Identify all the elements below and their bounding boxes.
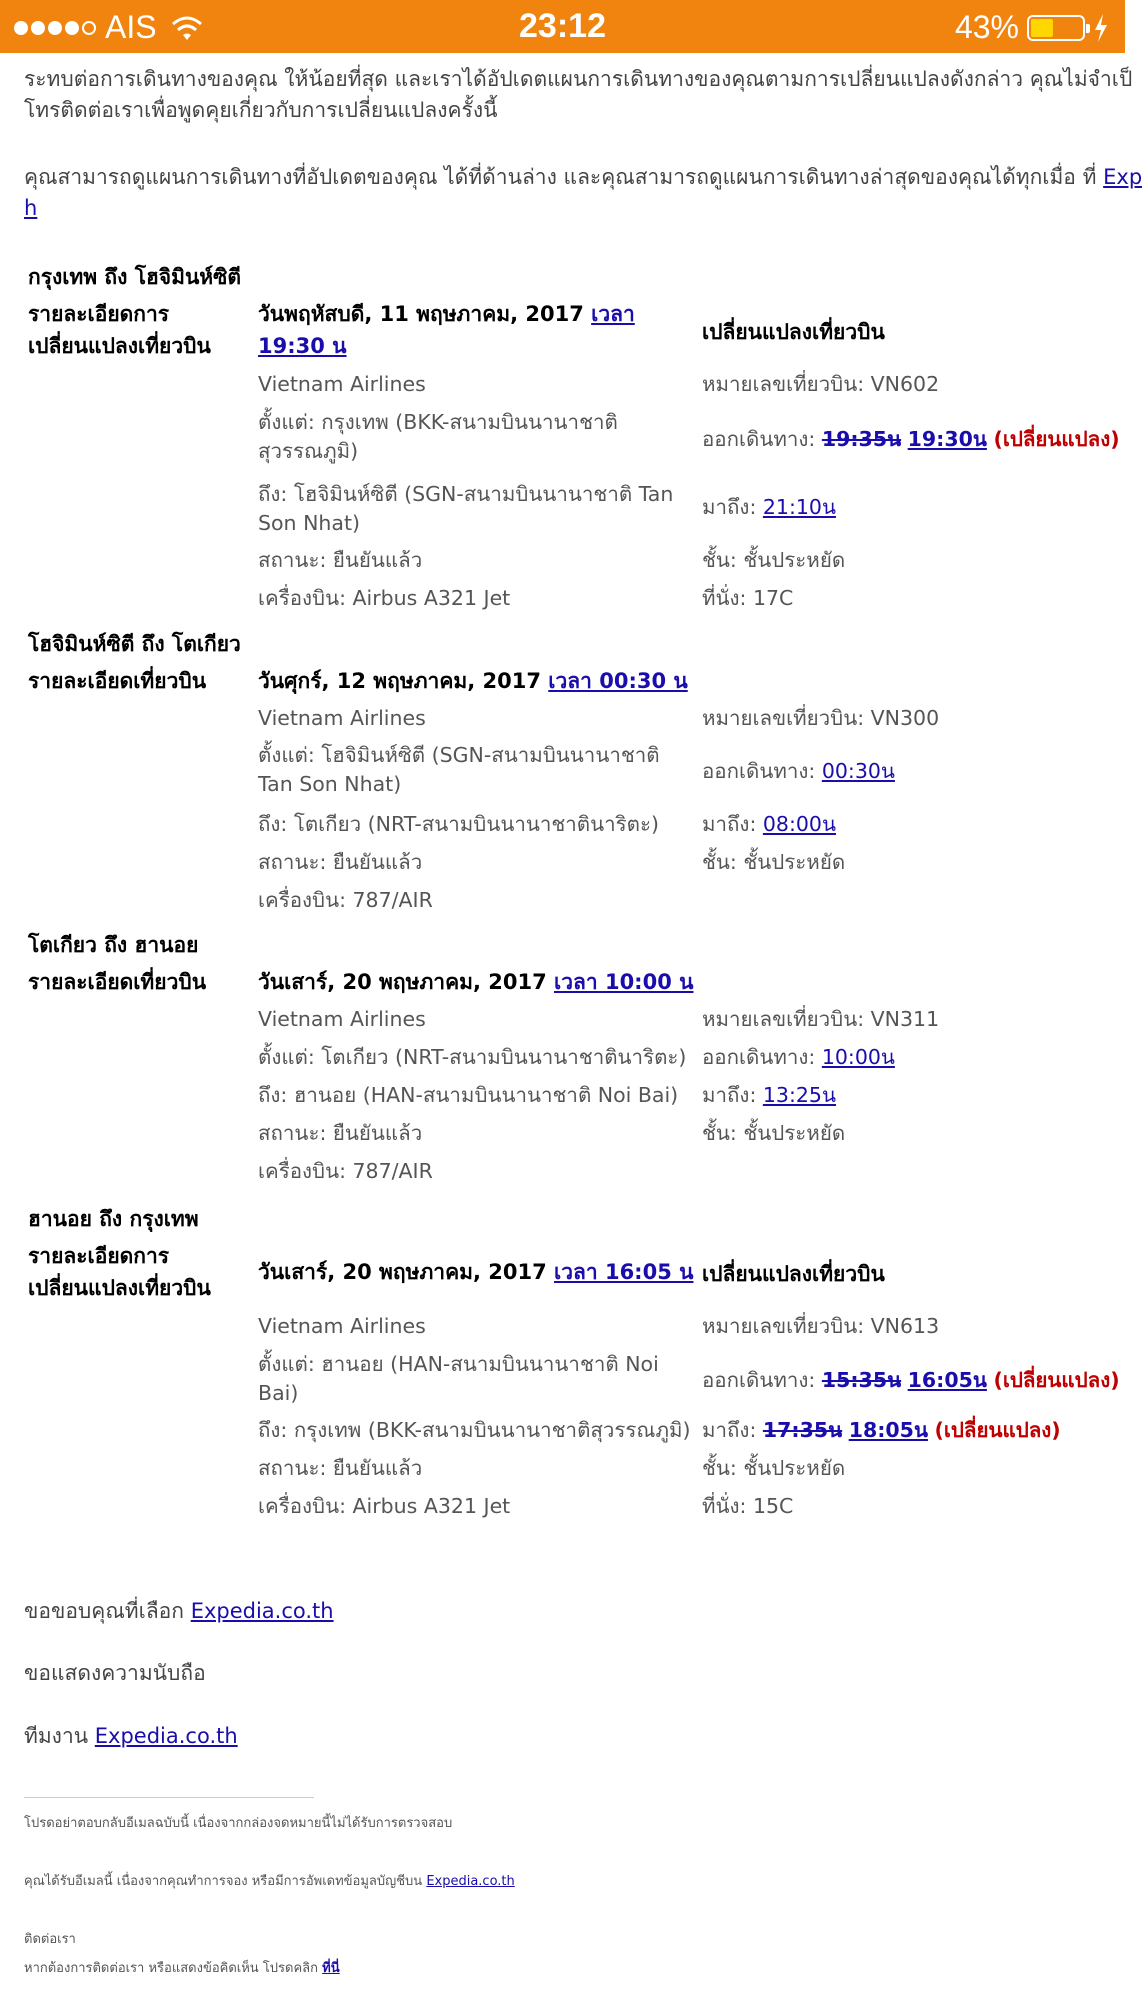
arrival [702, 1416, 1122, 1445]
segment-title: โฮจิมินห์ซิตี ถึง โตเกียว [28, 632, 241, 656]
segment-title: โตเกียว ถึง ฮานอย [28, 933, 199, 957]
aircraft: เครื่องบิน: Airbus A321 Jet [258, 586, 511, 610]
flight-number: หมายเลขเที่ยวบิน: VN311 [702, 1007, 940, 1031]
airline: Vietnam Airlines [258, 1314, 426, 1338]
old-departure-time[interactable]: 19:35น [821, 427, 902, 451]
arrival [702, 1081, 1122, 1110]
segment-label: รายละเอียดเที่ยวบิน [28, 970, 207, 994]
expedia-link[interactable]: Expedia.co.th [190, 1599, 334, 1623]
arrival-label: มาถึง: [702, 1083, 763, 1107]
aircraft: เครื่องบิน: 787/AIR [258, 1159, 433, 1183]
contact-here-link[interactable]: ที่นี่ [322, 1961, 340, 1976]
arrival-label: มาถึง: [702, 812, 763, 836]
origin: ตั้งแต่: โฮจิมินห์ซิตี (SGN-สนามบินนานาชาติ Tan Son Nhat) [258, 743, 660, 796]
no-reply-notice: โปรดอย่าตอบกลับอีเมลฉบับนี้ เนื่องจากกล่องจดหมายนี้ไม่ได้รับการตรวจสอบ [24, 1816, 453, 1831]
arrival-label: มาถึง: [702, 495, 763, 519]
arrival-time[interactable]: 13:25น [762, 1083, 836, 1107]
team-line [24, 1720, 238, 1753]
origin: ตั้งแต่: ฮานอย (HAN-สนามบินนานาชาติ Noi Bai) [258, 1352, 659, 1405]
departure [702, 1366, 1122, 1395]
intro-line-2: โทรติดต่อเราเพื่อพูดคุยเกี่ยวกับการเปลี่ยนแปลงครั้งนี้ [24, 98, 498, 122]
change-header: เปลี่ยนแปลงเที่ยวบิน [702, 1262, 885, 1286]
status: สถานะ: ยืนยันแล้ว [258, 1456, 423, 1480]
cabin-class: ชั้น: ชั้นประหยัด [702, 1121, 846, 1145]
departure-label: ออกเดินทาง: [702, 1368, 822, 1392]
new-arrival-time[interactable]: 18:05น [848, 1418, 928, 1442]
battery-icon [1027, 15, 1085, 41]
segment-date [258, 1256, 698, 1288]
time-link[interactable]: เวลา 16:05 น [554, 1260, 694, 1284]
status: สถานะ: ยืนยันแล้ว [258, 850, 423, 874]
time-link[interactable]: เวลา 19:30 น [258, 302, 635, 358]
cabin-class: ชั้น: ชั้นประหยัด [702, 1456, 846, 1480]
clock: 23:12 [519, 7, 606, 45]
thanks-line [24, 1595, 334, 1628]
changed-badge: (เปลี่ยนแปลง) [934, 1418, 1061, 1442]
destination: ถึง: โฮจิมินห์ซิตี (SGN-สนามบินนานาชาติ Tan Son Nhat) [258, 482, 674, 535]
segment-label [28, 298, 248, 362]
reason-notice [24, 1870, 515, 1891]
origin: ตั้งแต่: โตเกียว (NRT-สนามบินนานาชาตินาริตะ) [258, 1045, 687, 1069]
segment-date [258, 966, 698, 998]
segment-label: รายละเอียดเที่ยวบิน [28, 669, 207, 693]
contact-title: ติดต่อเรา [24, 1932, 76, 1947]
departure-label: ออกเดินทาง: [702, 1045, 822, 1069]
contact-text: หากต้องการติดต่อเรา หรือแสดงข้อคิดเห็น โปรดคลิก [24, 1961, 323, 1976]
new-departure-time[interactable]: 19:30น [907, 427, 987, 451]
flight-number: หมายเลขเที่ยวบิน: VN602 [702, 372, 940, 396]
changed-badge: (เปลี่ยนแปลง) [993, 1368, 1120, 1392]
status-bar [0, 0, 1125, 53]
origin: ตั้งแต่: กรุงเทพ (BKK-สนามบินนานาชาติสุวรรณภูมิ) [258, 410, 618, 463]
segment-label: รายละเอียดการเปลี่ยนแปลงเที่ยวบิน [28, 1244, 211, 1300]
segment-date [258, 665, 698, 697]
airline: Vietnam Airlines [258, 372, 426, 396]
thanks-text: ขอขอบคุณที่เลือก [24, 1599, 191, 1623]
arrival-time[interactable]: 08:00น [762, 812, 836, 836]
segment-title: กรุงเทพ ถึง โฮจิมินห์ซิตี [28, 265, 242, 289]
reason-text: คุณได้รับอีเมลนี้ เนื่องจากคุณทำการจอง หรือมีการอัพเดทข้อมูลบัญชีบน [24, 1874, 427, 1889]
new-departure-time[interactable]: 16:05น [907, 1368, 987, 1392]
itinerary-note [24, 162, 1142, 224]
intro-text [24, 64, 1133, 126]
departure-time[interactable]: 00:30น [821, 759, 895, 783]
itinerary-link-continued[interactable]: h [24, 196, 38, 220]
regards: ขอแสดงความนับถือ [24, 1661, 206, 1685]
segment-label-text: รายละเอียดการเปลี่ยนแปลงเที่ยวบิน [28, 302, 211, 358]
date-text: วันเสาร์, 20 พฤษภาคม, 2017 [258, 1260, 555, 1284]
status: สถานะ: ยืนยันแล้ว [258, 1121, 423, 1145]
aircraft: เครื่องบิน: 787/AIR [258, 888, 433, 912]
arrival-label: มาถึง: [702, 1418, 763, 1442]
carrier-name: AIS [105, 9, 157, 45]
flight-number: หมายเลขเที่ยวบิน: VN300 [702, 706, 940, 730]
old-arrival-time[interactable]: 17:35น [762, 1418, 843, 1442]
aircraft: เครื่องบิน: Airbus A321 Jet [258, 1494, 511, 1518]
airline: Vietnam Airlines [258, 706, 426, 730]
time-link[interactable]: เวลา 10:00 น [554, 970, 694, 994]
destination: ถึง: โตเกียว (NRT-สนามบินนานาชาตินาริตะ) [258, 812, 659, 836]
arrival [702, 493, 1122, 522]
itinerary-note-text: คุณสามารถดูแผนการเดินทางที่อัปเดตของคุณ ได้ที่ด้านล่าง และคุณสามารถดูแผนการเดินทางล่าสุดของคุณได้ทุกเมื่อ ที่ [24, 165, 1104, 189]
seat: ที่นั่ง: 15C [702, 1494, 794, 1518]
cabin-class: ชั้น: ชั้นประหยัด [702, 850, 846, 874]
time-link[interactable]: เวลา 00:30 น [548, 669, 688, 693]
intro-line-1: ระทบต่อการเดินทางของคุณ ให้น้อยที่สุด และเราได้อัปเดตแผนการเดินทางของคุณตามการเปลี่ยนแปลงดังกล่าว คุณไม่จำเป็ [24, 67, 1133, 91]
charging-bolt-icon [1093, 14, 1109, 42]
expedia-team-link[interactable]: Expedia.co.th [94, 1724, 238, 1748]
airline: Vietnam Airlines [258, 1007, 426, 1031]
changed-badge: (เปลี่ยนแปลง) [993, 427, 1120, 451]
date-text: วันเสาร์, 20 พฤษภาคม, 2017 [258, 970, 555, 994]
destination: ถึง: ฮานอย (HAN-สนามบินนานาชาติ Noi Bai) [258, 1083, 679, 1107]
date-text: วันพฤหัสบดี, 11 พฤษภาคม, 2017 [258, 302, 592, 326]
departure-label: ออกเดินทาง: [702, 427, 822, 451]
battery-percentage: 43% [954, 9, 1019, 45]
footer-divider [24, 1797, 314, 1798]
departure-label: ออกเดินทาง: [702, 759, 822, 783]
team-text: ทีมงาน [24, 1724, 95, 1748]
departure [702, 757, 1122, 786]
segment-date [258, 298, 698, 362]
contact-line [24, 1957, 340, 1978]
arrival-time[interactable]: 21:10น [762, 495, 836, 519]
seat: ที่นั่ง: 17C [702, 586, 794, 610]
arrival [702, 810, 1122, 839]
flight-number: หมายเลขเที่ยวบิน: VN613 [702, 1314, 940, 1338]
date-text: วันศุกร์, 12 พฤษภาคม, 2017 [258, 669, 549, 693]
change-header: เปลี่ยนแปลงเที่ยวบิน [702, 320, 885, 344]
segment-title: ฮานอย ถึง กรุงเทพ [28, 1207, 199, 1231]
departure-time[interactable]: 10:00น [821, 1045, 895, 1069]
itinerary-link[interactable]: Exp [1103, 165, 1142, 189]
destination: ถึง: กรุงเทพ (BKK-สนามบินนานาชาติสุวรรณภูมิ) [258, 1418, 691, 1442]
departure [702, 1043, 1122, 1072]
departure [702, 425, 1122, 454]
cabin-class: ชั้น: ชั้นประหยัด [702, 548, 846, 572]
expedia-small-link[interactable]: Expedia.co.th [426, 1874, 515, 1889]
old-departure-time[interactable]: 15:35น [821, 1368, 902, 1392]
status: สถานะ: ยืนยันแล้ว [258, 548, 423, 572]
